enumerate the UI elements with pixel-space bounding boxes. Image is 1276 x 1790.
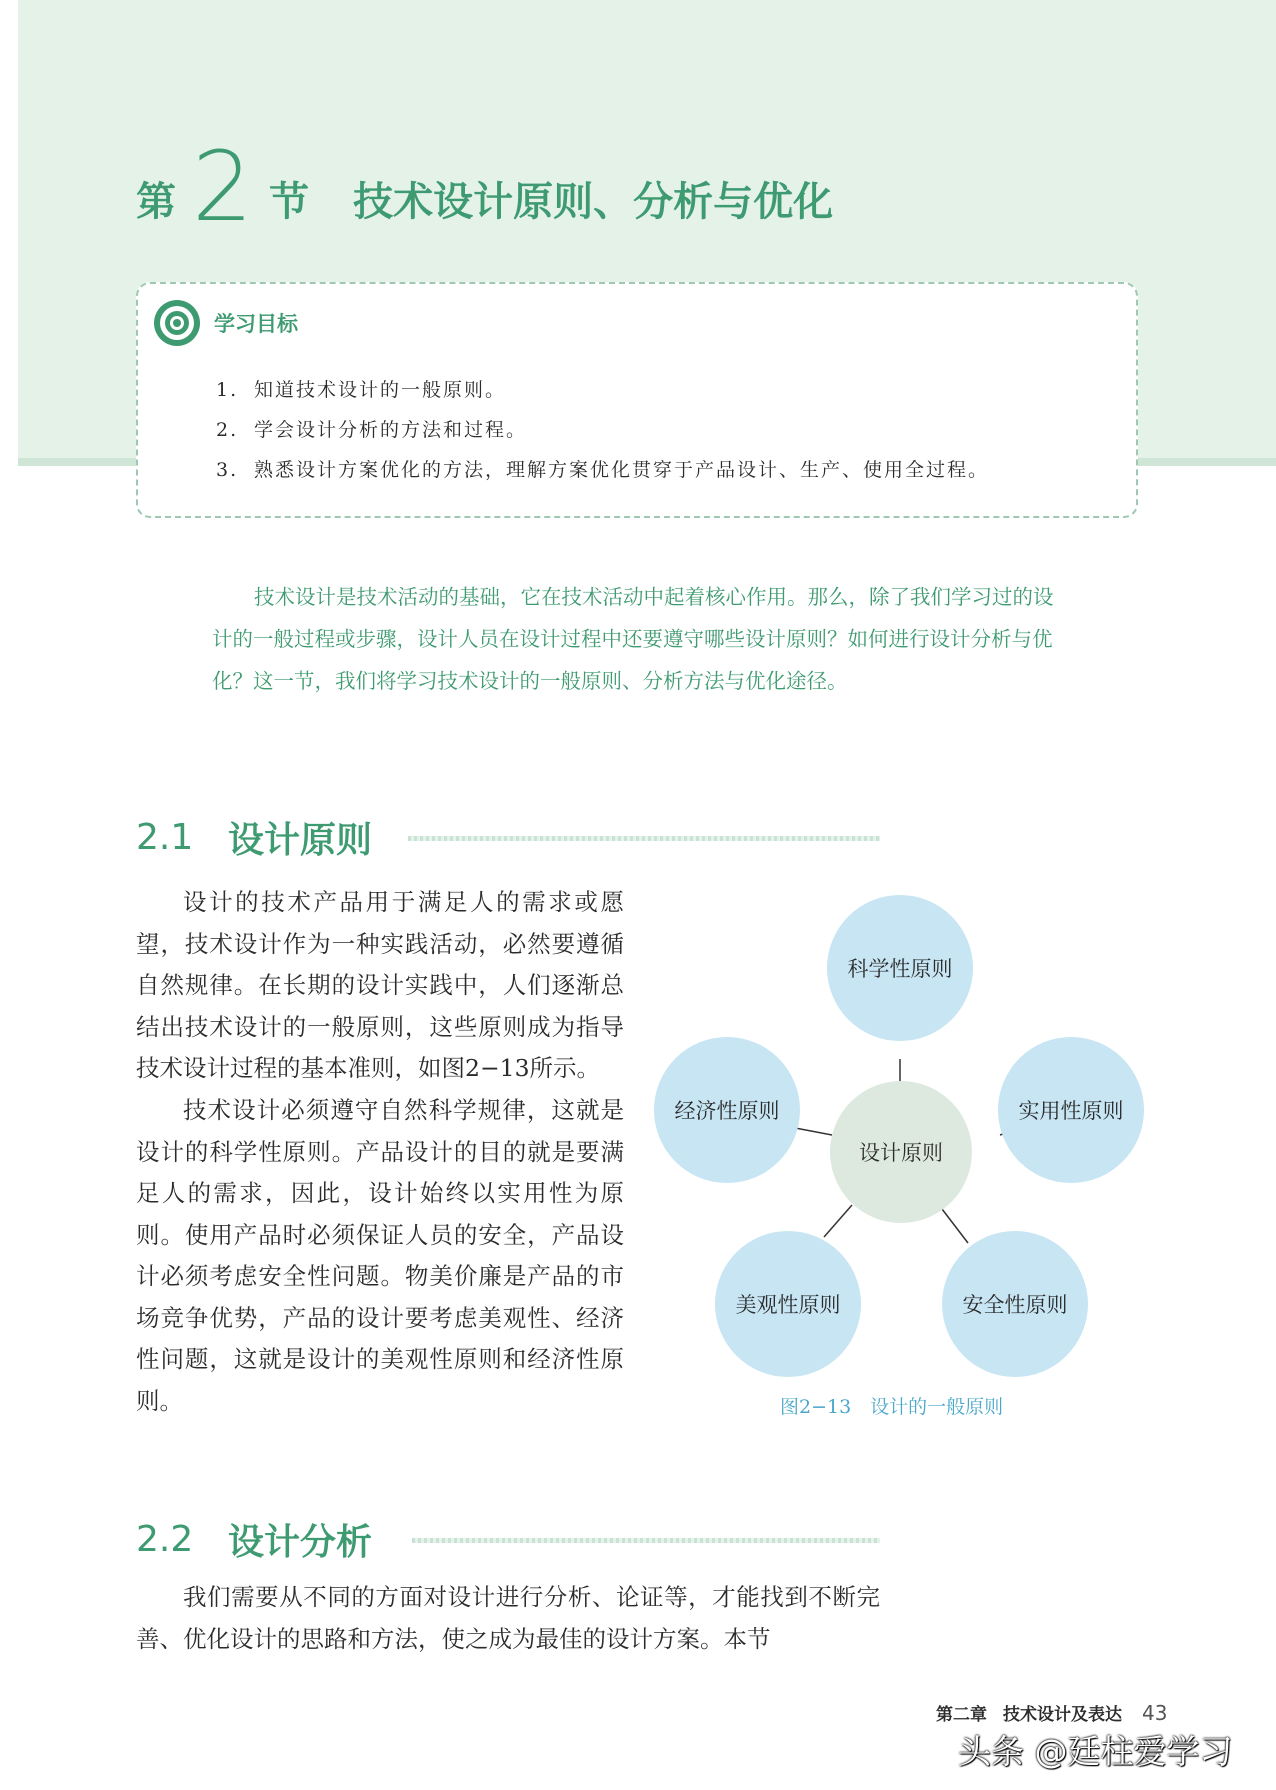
learning-goals-box	[136, 282, 1138, 518]
section-suffix: 节	[269, 179, 310, 225]
section-number: 2	[192, 130, 254, 243]
section-prefix: 第	[136, 179, 176, 225]
learning-goals-list	[216, 370, 989, 490]
section-title	[136, 130, 834, 243]
watermark: 头条 @廷柱爱学习	[958, 1732, 1233, 1771]
page-number: 43	[1142, 1701, 1168, 1725]
subsection-heading-2-2	[136, 1514, 880, 1565]
subsection-number: 2.2	[136, 1519, 194, 1560]
section-title-text: 技术设计原则、分析与优化	[353, 179, 834, 225]
heading-rule	[408, 836, 880, 841]
list-item: 3. 熟悉设计方案优化的方法，理解方案优化贯穿于产品设计、生产、使用全过程。	[216, 459, 990, 481]
footer-chapter: 第二章	[936, 1705, 987, 1725]
subsection-number: 2.1	[136, 817, 194, 858]
subsection-title: 设计分析	[228, 1522, 373, 1563]
list-item: 2. 学会设计分析的方法和过程。	[216, 419, 528, 441]
principle-safety: 安全性原则	[942, 1231, 1088, 1377]
principle-practical: 实用性原则	[998, 1037, 1144, 1183]
body-paragraph: 我们需要从不同的方面对设计进行分析、论证等，才能找到不断完善、优化设计的思路和方法，使之成为最佳的设计方案。本节	[136, 1583, 880, 1653]
page-footer	[936, 1700, 1167, 1725]
footer-chapter-title: 技术设计及表达	[1003, 1705, 1122, 1725]
principle-center: 设计原则	[830, 1081, 972, 1223]
design-principles-diagram	[640, 895, 1160, 1375]
target-icon	[152, 298, 202, 348]
principle-economic: 经济性原则	[654, 1037, 800, 1183]
principle-aesthetic: 美观性原则	[715, 1231, 861, 1377]
subsection-heading-2-1	[136, 812, 880, 863]
learning-goals-heading: 学习目标	[214, 312, 298, 336]
heading-rule	[412, 1538, 880, 1543]
intro-paragraph: 技术设计是技术活动的基础，它在技术活动中起着核心作用。那么，除了我们学习过的设计的一般过程或步骤，设计人员在设计过程中还要遵守哪些设计原则？如何进行设计分析与优化？这一节，我们将学习技术设计的一般原则、分析方法与优化途径。	[212, 585, 1054, 693]
figure-caption: 图2−13 设计的一般原则	[780, 1396, 1004, 1418]
list-item: 1. 知道技术设计的一般原则。	[216, 379, 507, 401]
body-paragraph: 技术设计必须遵守自然科学规律，这就是设计的科学性原则。产品设计的目的就是要满足人的需求，因此，设计始终以实用性为原则。使用产品时必须保证人员的安全，产品设计必须考虑安全性问题。物美价廉是产品的市场竞争优势，产品的设计要考虑美观性、经济性问题，这就是设计的美观性原则和经济性原则。	[136, 1096, 624, 1415]
subsection-title: 设计原则	[228, 820, 373, 861]
body-paragraph: 设计的技术产品用于满足人的需求或愿望，技术设计作为一种实践活动，必然要遵循自然规律。在长期的设计实践中，人们逐渐总结出技术设计的一般原则，这些原则成为指导技术设计过程的基本准则，如图2−13所示。	[136, 888, 624, 1082]
principle-scientific: 科学性原则	[827, 895, 973, 1041]
